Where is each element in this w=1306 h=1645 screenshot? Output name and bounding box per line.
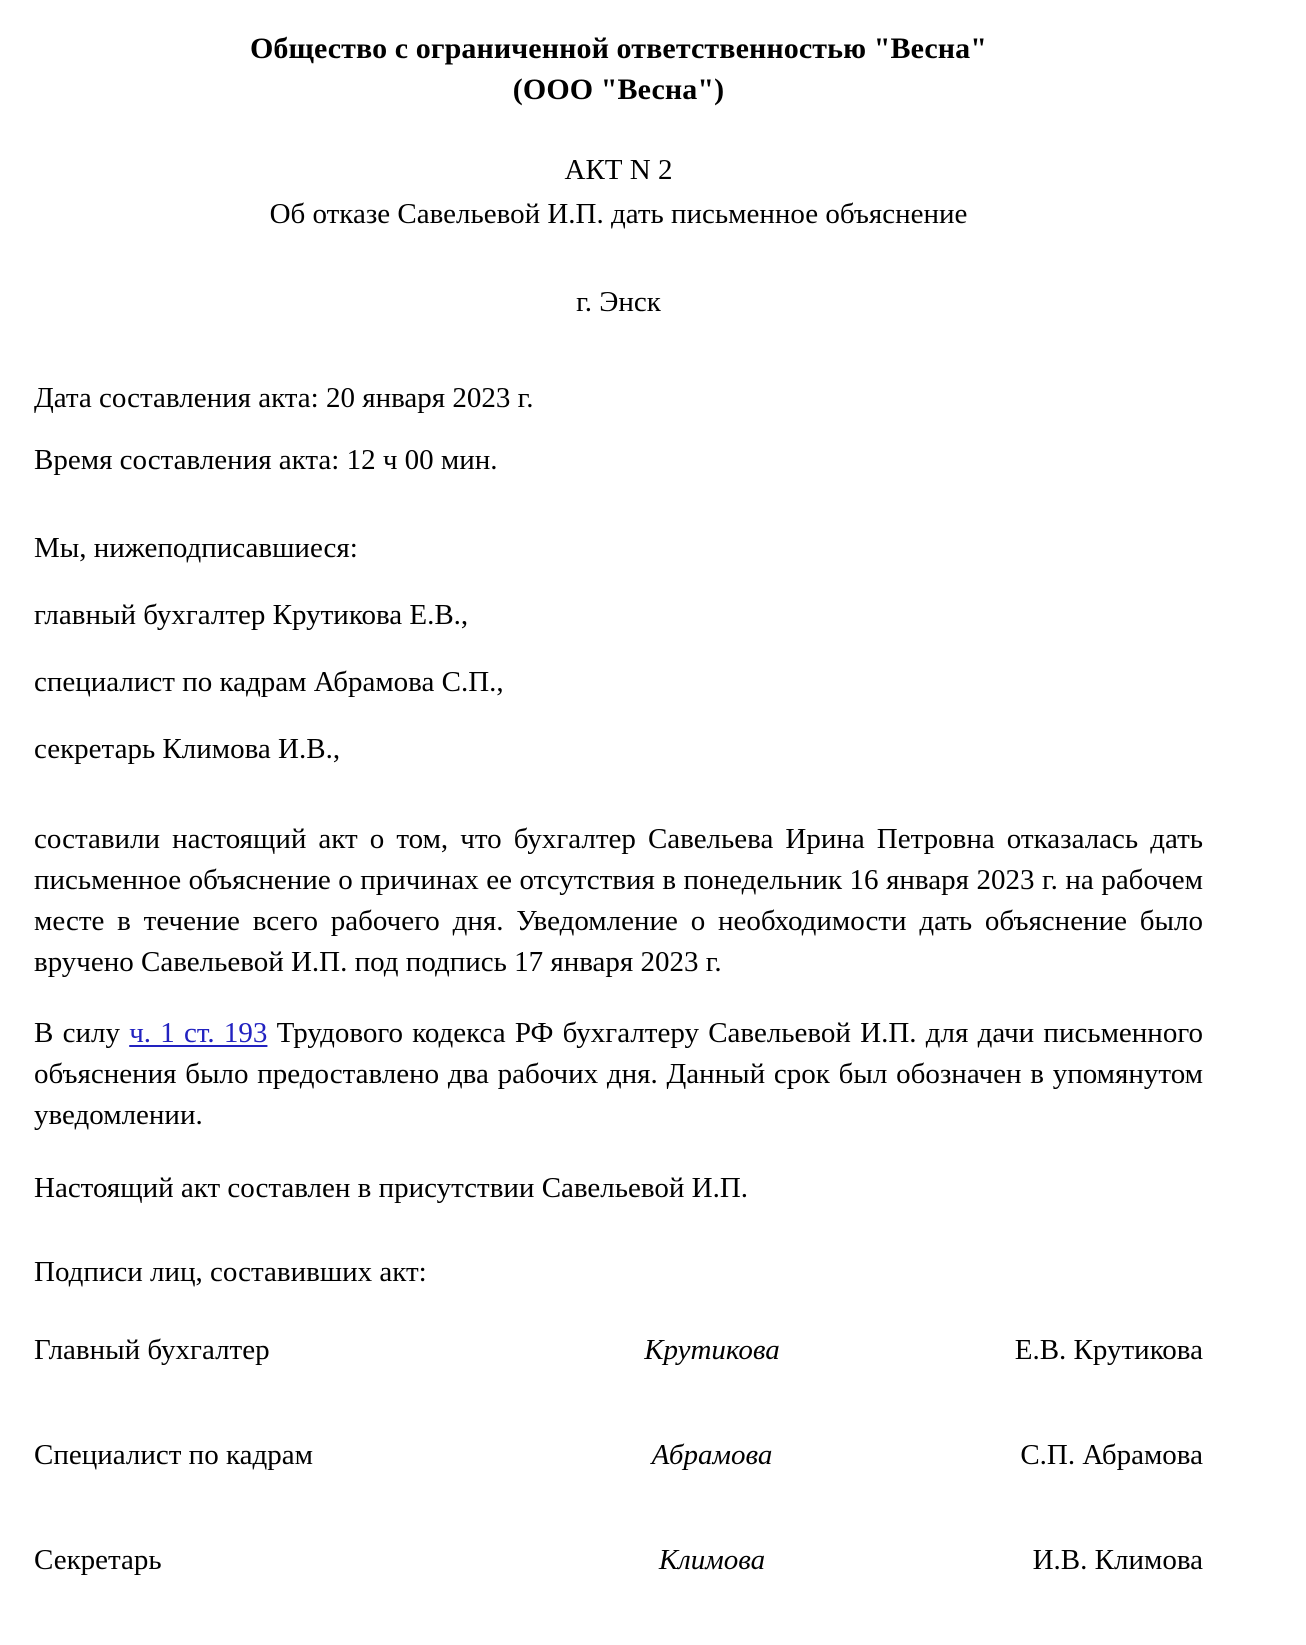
organization-header [34,0,1203,110]
city-line: г. Энск [576,286,661,318]
organization-short-name: (ООО "Весна") [512,73,725,106]
undersigned-person-2: специалист по кадрам Абрамова С.П., [34,666,504,698]
labor-code-article-link[interactable]: ч. 1 ст. 193 [129,1017,268,1049]
act-subject: Об отказе Савельевой И.П. дать письменное объяснение [269,198,968,230]
signature-table [34,1330,1203,1645]
organization-full-name: Общество с ограниченной ответственностью "Весна" [249,32,988,65]
signature-name-1: Е.В. Крутикова [1014,1334,1203,1366]
signature-name-3: И.В. Климова [1032,1544,1203,1576]
signature-role-2: Специалист по кадрам [34,1439,313,1471]
paragraph-2-text-before-link: В силу [34,1017,130,1049]
table-row [34,1330,1203,1435]
body-paragraph-2 [34,1013,1203,1136]
act-time-line: Время составления акта: 12 ч 00 мин. [34,444,498,476]
act-date-line: Дата составления акта: 20 января 2023 г. [34,382,534,414]
signature-role-3: Секретарь [34,1544,162,1576]
body-paragraph-1: составили настоящий акт о том, что бухгалтер Савельева Ирина Петровна отказалась дать письменное объяснение о причинах ее отсутствия в понедельник 16 января 2023 г. на рабочем месте в течение всего рабочего дня. Уведомление о необходимости дать объяснение было вручено Савельевой И.П. под подпись 17 января 2023 г. [34,823,1203,978]
signature-mark-3: Климова [658,1544,766,1576]
undersigned-person-3: секретарь Климова И.В., [34,733,341,765]
signatures-intro: Подписи лиц, составивших акт: [34,1256,427,1288]
document-title-block [34,148,1203,236]
signature-role-1: Главный бухгалтер [34,1334,270,1366]
act-number: АКТ N 2 [564,154,673,186]
signature-mark-2: Абрамова [651,1439,773,1471]
signature-mark-1: Крутикова [644,1334,780,1366]
document-content [34,0,1203,1645]
undersigned-intro: Мы, нижеподписавшиеся: [34,532,358,564]
table-row [34,1435,1203,1540]
body-paragraph-3: Настоящий акт составлен в присутствии Савельевой И.П. [34,1172,749,1204]
paragraph-2-text-after-link: Трудового кодекса РФ бухгалтеру Савельевой И.П. для дачи письменного объяснения было предоставлено два рабочих дня. Данный срок был обозначен в упомянутом уведомлении. [34,1017,1203,1131]
signature-name-2: С.П. Абрамова [1020,1439,1203,1471]
undersigned-person-1: главный бухгалтер Крутикова Е.В., [34,599,469,631]
table-row [34,1540,1203,1645]
